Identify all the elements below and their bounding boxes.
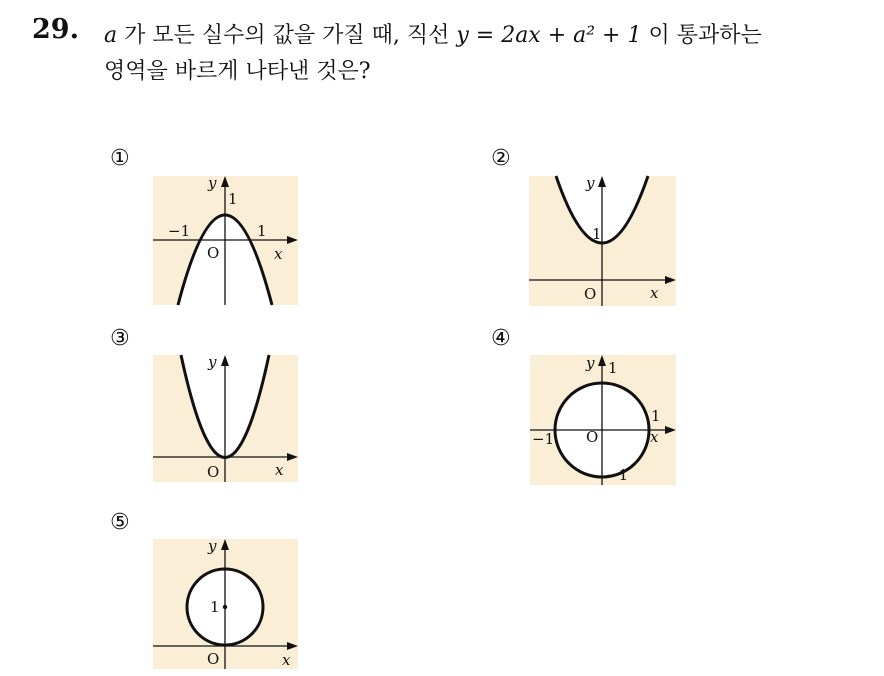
choice-1-graph[interactable] [148,170,303,305]
right-intercept-label: 1 [257,222,267,240]
x-label: x [650,284,659,302]
choice-2-graph[interactable] [526,170,681,310]
question-line-1 [104,18,762,49]
choice-2-number[interactable]: ② [491,146,511,171]
choice-5-number[interactable]: ⑤ [110,510,130,535]
question-line-2: 영역을 바르게 나타낸 것은? [104,59,371,84]
y-label: y [208,353,217,371]
origin-label: O [584,285,597,303]
question-text-2: 이 통과하는 [641,23,762,48]
variable-a: a [104,23,118,48]
x-label: x [275,461,284,479]
y-intercept-label: 1 [228,190,238,208]
top-label: 1 [608,359,618,377]
y-label: y [586,354,595,372]
left-intercept-label: −1 [168,222,191,240]
left-label: −1 [532,430,555,448]
choice-3-number[interactable]: ③ [110,326,130,351]
origin-label: O [207,463,220,481]
origin-label: O [207,244,220,262]
vertex-label: 1 [592,225,602,243]
choice-4-number[interactable]: ④ [491,326,511,351]
question-number: 29. [32,14,79,45]
equation: y = 2ax + a² + 1 [456,23,642,48]
y-label: y [586,174,595,192]
x-label: x [282,651,291,669]
origin-label: O [207,650,220,668]
question-text-1: 가 모든 실수의 값을 가질 때, 직선 [117,23,457,48]
choice-3-graph[interactable] [148,350,303,485]
right-label: 1 [651,407,661,425]
choice-5-graph[interactable] [148,534,303,672]
x-label: x [274,245,283,263]
origin-label: O [586,428,599,446]
y-label: y [208,537,217,555]
choice-4-graph[interactable] [526,350,681,490]
y-label: y [208,174,217,192]
center-label: 1 [210,598,220,616]
bottom-label: −1 [606,466,629,484]
x-label: x [650,428,659,446]
choice-1-number[interactable]: ① [110,146,130,171]
